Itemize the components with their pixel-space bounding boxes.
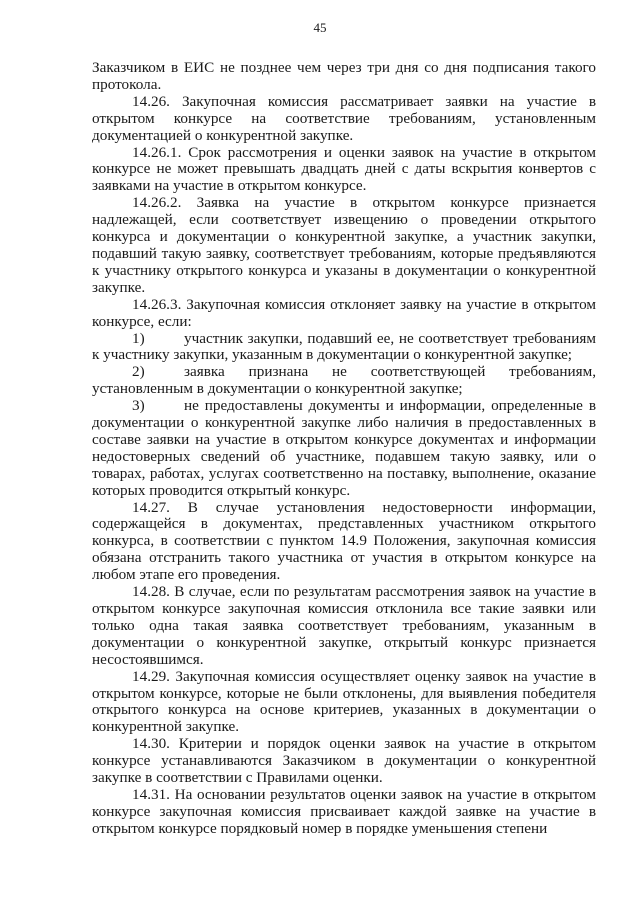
list-item-text: участник закупки, подавший ее, не соответствует требованиям к участнику закупки, указанным в документации о конкурентной закупке; — [92, 329, 596, 364]
paragraph-14-26-1: 14.26.1. Срок рассмотрения и оценки заявок на участие в открытом конкурсе не может превышать двадцать дней с даты вскрытия конвертов с заявками на участие в открытом конкурсе. — [92, 143, 596, 195]
page-number: 45 — [313, 20, 327, 35]
list-item-number: 3) — [132, 397, 145, 415]
paragraph-14-29: 14.29. Закупочная комиссия осуществляет оценку заявок на участие в открытом конкурсе, которые не были отклонены, для выявления победителя открытого конкурса на основе критериев, указанных в документации о конкурентной закупке. — [92, 667, 596, 736]
list-item-text: не предоставлены документы и информации, определенные в документации о конкурентной закупке либо наличия в предоставленных в составе заявки на участие в открытом конкурсе документах и информации недостоверных сведений об участнике, подавшем такую заявку, или о товарах, работах, услугах соответственно на поставку, выполнение, оказание которых проводится открытый конкурс. — [92, 397, 596, 499]
list-item-1 — [92, 331, 596, 365]
paragraph-14-28: 14.28. В случае, если по результатам рассмотрения заявок на участие в открытом конкурсе закупочная комиссия отклонила все такие заявки или только одна такая заявка соответствует требованиям, указанным в документации о конкурентной закупке, открытый конкурс признается несостоявшимся. — [92, 583, 596, 668]
list-item-3 — [92, 398, 596, 499]
list-item-number: 2) — [132, 363, 145, 381]
document-body — [92, 60, 596, 838]
paragraph-14-26: 14.26. Закупочная комиссия рассматривает заявки на участие в открытом конкурсе на соответствие требованиям, установленным документацией о конкурентной закупке. — [92, 92, 596, 144]
paragraph-14-26-3: 14.26.3. Закупочная комиссия отклоняет заявку на участие в открытом конкурсе, если: — [92, 295, 596, 330]
paragraph-14-26-2: 14.26.2. Заявка на участие в открытом конкурсе признается надлежащей, если соответствует извещению о проведении открытого конкурса и документации о конкурентной закупке, а участник закупки, подавший такую заявку, соответствует требованиям, которые предъявляются к участнику открытого конкурса и указаны в документации о конкурентной закупке. — [92, 194, 596, 296]
list-item-2 — [92, 364, 596, 398]
paragraph-14-31: 14.31. На основании результатов оценки заявок на участие в открытом конкурсе закупочная комиссия присваивает каждой заявке на участие в открытом конкурсе порядковый номер в порядке уменьшения степени — [92, 785, 596, 837]
paragraph-14-27: 14.27. В случае установления недостоверности информации, содержащейся в документах, представленных участником открытого конкурса, в соответствии с пунктом 14.9 Положения, закупочная комиссия обязана отстранить такого участника от участия в открытом конкурсе на любом этапе его проведения. — [92, 498, 596, 584]
list-item-text: заявка признана не соответствующей требованиям, установленным в документации о конкурентной закупке; — [92, 363, 596, 398]
list-item-number: 1) — [132, 329, 145, 347]
paragraph-continuation: Заказчиком в ЕИС не позднее чем через три дня со дня подписания такого протокола. — [92, 59, 596, 93]
paragraph-14-30: 14.30. Критерии и порядок оценки заявок на участие в открытом конкурсе устанавливаются Заказчиком в документации о конкурентной закупке в соответствии с Правилами оценки. — [92, 735, 596, 787]
